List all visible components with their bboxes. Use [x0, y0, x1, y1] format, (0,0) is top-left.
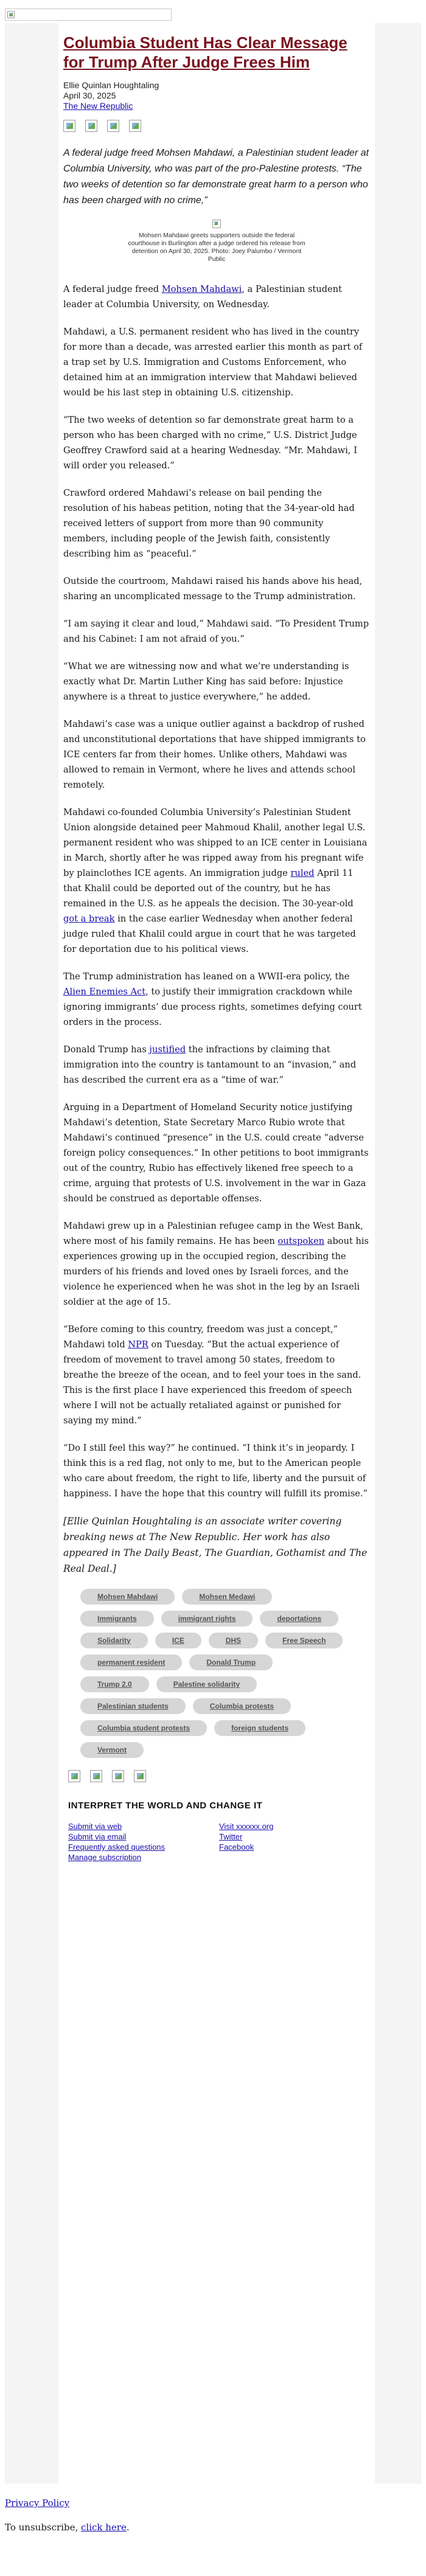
- byline: [63, 80, 370, 111]
- publication-link[interactable]: The New Republic: [63, 101, 133, 111]
- paragraph-6: “I am saying it clear and loud,” Mahdawi said. “To President Trump and his Cabinet: I am not afraid of you.”: [63, 619, 369, 644]
- submit-email-link[interactable]: Submit via email: [68, 1832, 127, 1841]
- tag-pill[interactable]: Solidarity: [80, 1633, 148, 1648]
- unsubscribe-link[interactable]: click here: [81, 2522, 127, 2533]
- link-outspoken[interactable]: outspoken: [278, 1236, 324, 1246]
- tag-pill[interactable]: permanent resident: [80, 1654, 182, 1670]
- article-body: [63, 282, 370, 1577]
- broken-image-icon: [7, 11, 15, 18]
- email-legal-footer: [5, 2484, 421, 2533]
- article-content: [63, 23, 370, 1863]
- header-banner-image[interactable]: [5, 9, 172, 21]
- paragraph-5: Outside the courtroom, Mahdawi raised his hands above his head, sharing an uncomplicated message to the Trump administration.: [63, 576, 363, 602]
- share-email-icon[interactable]: [107, 120, 119, 132]
- tag-pill[interactable]: Mohsen Mahdawi: [80, 1589, 175, 1605]
- article-dek: A federal judge freed Mohsen Mahdawi, a Palestinian student leader at Columbia University, who was part of the pro-Palestine protests. “The two weeks of detention so far demonstrate great harm to a person who has been charged with no crime,”: [63, 148, 369, 206]
- twitter-link[interactable]: Twitter: [219, 1832, 243, 1841]
- tag-pill[interactable]: Mohsen Medawi: [182, 1589, 272, 1605]
- paragraph-7: “What we are witnessing now and what we’re understanding is exactly what Dr. Martin Luther King has said before: Injustice anywhere is a threat to justice everywhere,” he added.: [63, 661, 349, 702]
- paragraph-3: “The two weeks of detention so far demonstrate great harm to a person who has been charged with no crime,” U.S. District Judge Geoffrey Crawford said at a hearing Wednesday. “Mr. Mahdawi, I will order you released.”: [63, 415, 357, 471]
- newsletter-footer: [63, 1800, 370, 1863]
- article-title[interactable]: Columbia Student Has Clear Message for Trump After Judge Frees Him: [63, 33, 347, 71]
- paragraph-12: Arguing in a Department of Homeland Security notice justifying Mahdawi’s detention, State Secretary Marco Rubio wrote that Mahdawi’s continued “presence” in the U.S. could create “adverse foreign policy consequences.” In other petitions to boot immigrants out of the country, Rubio has effectively likened free speech to a crime, arguing that protests of U.S. involvement in the war in Gaza should be construed as deportable offenses.: [63, 1102, 369, 1204]
- link-got-a-break[interactable]: got a break: [63, 914, 115, 924]
- link-npr[interactable]: NPR: [128, 1339, 148, 1350]
- facebook-link[interactable]: Facebook: [219, 1842, 254, 1852]
- tag-pill[interactable]: Trump 2.0: [80, 1676, 149, 1692]
- paragraph-15: “Do I still feel this way?” he continued. “I think it’s in jeopardy. I think this is a red flag, not only to me, but to the American people who care about freedom, the right to life, liberty and the pursuit of happiness. I have the hope that this country will fulfill its promise.”: [63, 1443, 368, 1499]
- tag-list: [63, 1589, 370, 1758]
- author-name: Ellie Quinlan Houghtaling: [63, 80, 159, 90]
- photo-caption: Mohsen Mahdawi greets supporters outside the federal courthouse in Burlington after a judge ordered his release from detention on April 30, 2025. Photo: Joey Palumbo / Vermont Public: [128, 232, 306, 263]
- footer-heading: INTERPRET THE WORLD AND CHANGE IT: [68, 1800, 263, 1811]
- tag-pill[interactable]: Columbia student protests: [80, 1720, 207, 1736]
- link-justified[interactable]: justified: [149, 1044, 186, 1055]
- share-facebook-icon[interactable]: [68, 1770, 80, 1782]
- paragraph-10: The Trump administration has leaned on a WWII-era policy, the Alien Enemies Act, to justify their immigration crackdown while ignoring immigrants’ due process rights, sometimes defying court orders in the process.: [63, 971, 362, 1027]
- share-icons-top: [63, 120, 370, 132]
- article-figure: [63, 220, 370, 263]
- email-body-panel: [5, 23, 421, 2484]
- article-photo-icon: [212, 220, 221, 228]
- unsubscribe-line: To unsubscribe, click here.: [5, 2522, 130, 2533]
- share-twitter-icon[interactable]: [85, 120, 97, 132]
- paragraph-9: Mahdawi co-founded Columbia University’s Palestinian Student Union alongside detained peer Mahmoud Khalil, another legal U.S. permanent resident who was shipped to an ICE center in Louisiana in March, shortly after he was ripped away from his pregnant wife by plainclothes ICE agents. An immigration judge ruled April 11 that Khalil could be deported out of the country, but he has remained in the U.S. as he appeals the decision. The 30-year-old got a break in the case earlier Wednesday when another federal judge ruled that Khalil could argue in court that he was targeted for deportation due to his political views.: [63, 807, 368, 954]
- tag-pill[interactable]: Vermont: [80, 1742, 144, 1758]
- tag-pill[interactable]: immigrant rights: [161, 1611, 253, 1626]
- footer-left-column: [68, 1822, 219, 1863]
- privacy-policy-link[interactable]: Privacy Policy: [5, 2498, 70, 2508]
- share-facebook-icon[interactable]: [63, 120, 75, 132]
- tag-pill[interactable]: ICE: [155, 1633, 201, 1648]
- paragraph-13: Mahdawi grew up in a Palestinian refugee camp in the West Bank, where most of his family remains. He has been outspoken about his experiences growing up in the occupied region, describing the murders of his friends and loved ones by Israeli forces, and the violence he experienced when he was shot in the leg by an Israeli soldier at the age of 15.: [63, 1221, 369, 1307]
- share-link-icon[interactable]: [129, 120, 141, 132]
- manage-subscription-link[interactable]: Manage subscription: [68, 1853, 141, 1862]
- faq-link[interactable]: Frequently asked questions: [68, 1842, 165, 1852]
- paragraph-2: Mahdawi, a U.S. permanent resident who has lived in the country for more than a decade, was arrested earlier this month as part of a trap set by U.S. Immigration and Customs Enforcement, who detained him at an immigration interview that Mahdawi believed would be his last step in obtaining U.S. citizenship.: [63, 327, 363, 398]
- paragraph-1: A federal judge freed Mohsen Mahdawi, a Palestinian student leader at Columbia University, on Wednesday.: [63, 284, 342, 310]
- article-card: [58, 23, 375, 2484]
- share-icons-bottom: [63, 1770, 370, 1782]
- link-ruled[interactable]: ruled: [290, 868, 315, 878]
- tag-pill[interactable]: Donald Trump: [189, 1654, 273, 1670]
- share-email-icon[interactable]: [112, 1770, 124, 1782]
- footer-links: [68, 1822, 370, 1863]
- paragraph-14: “Before coming to this country, freedom was just a concept,” Mahdawi told NPR on Tuesday. “But the actual experience of freedom of movement to travel among 50 states, freedom to breathe the breeze of the ocean, and to feel your toes in the sand. This is the first place I have experienced this freedom of speech where I will not be actually retaliated against or punished for saying my mind.”: [63, 1324, 361, 1426]
- tag-pill[interactable]: Palestine solidarity: [156, 1676, 257, 1692]
- tag-pill[interactable]: Free Speech: [265, 1633, 343, 1648]
- tag-pill[interactable]: foreign students: [214, 1720, 306, 1736]
- visit-site-link[interactable]: Visit xxxxxx.org: [219, 1822, 274, 1831]
- link-mohsen-mahdawi[interactable]: Mohsen Mahdawi: [161, 284, 242, 294]
- submit-web-link[interactable]: Submit via web: [68, 1822, 122, 1831]
- share-twitter-icon[interactable]: [90, 1770, 102, 1782]
- tag-pill[interactable]: Immigrants: [80, 1611, 154, 1626]
- footer-right-column: [219, 1822, 370, 1863]
- tag-pill[interactable]: Columbia protests: [193, 1698, 291, 1714]
- paragraph-4: Crawford ordered Mahdawi’s release on bail pending the resolution of his habeas petition, noting that the 34-year-old had received letters of support from more than 90 community members, including people of the Jewish faith, consistently describing him as “peaceful.”: [63, 488, 355, 559]
- tag-pill[interactable]: Palestinian students: [80, 1698, 186, 1714]
- tag-pill[interactable]: deportations: [260, 1611, 338, 1626]
- article-date: April 30, 2025: [63, 91, 116, 100]
- author-bio: [Ellie Quinlan Houghtaling is an associate writer covering breaking news at The New Republic. Her work has also appeared in The Daily Beast, The Guardian, Gothamist and The Real Deal.]: [63, 1516, 368, 1574]
- paragraph-11: Donald Trump has justified the infractions by claiming that immigration into the country is tantamount to an “invasion,” and has described the current era as a “time of war.”: [63, 1044, 357, 1085]
- tag-pill[interactable]: DHS: [209, 1633, 258, 1648]
- link-alien-enemies-act[interactable]: Alien Enemies Act: [63, 987, 146, 997]
- share-link-icon[interactable]: [134, 1770, 146, 1782]
- paragraph-8: Mahdawi’s case was a unique outlier against a backdrop of rushed and unconstitutional deportations that have shipped immigrants to ICE centers far from their homes. Unlike others, Mahdawi was allowed to remain in Vermont, where he lives and attends school remotely.: [63, 719, 366, 790]
